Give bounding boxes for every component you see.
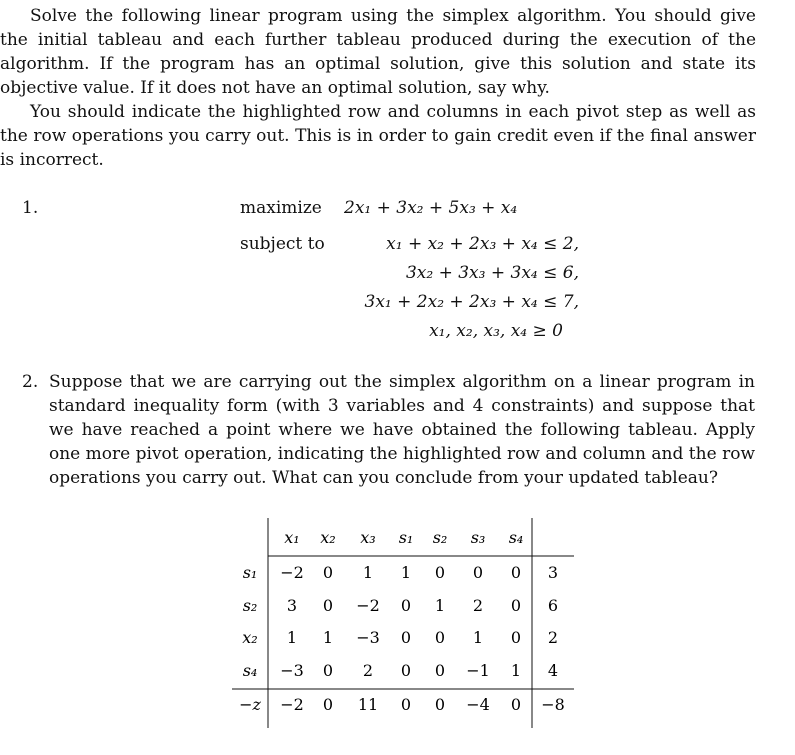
tableau-cell: 0 xyxy=(434,695,446,714)
tableau-row-basis: s₁ xyxy=(242,563,258,582)
tableau-cell: −3 xyxy=(280,661,304,680)
tableau-cell: −3 xyxy=(356,628,380,647)
tableau-row-basis: s₂ xyxy=(242,596,258,615)
tableau-cell: 0 xyxy=(322,563,334,582)
tableau-cell: −2 xyxy=(280,563,304,582)
question-1-number: 1. xyxy=(22,198,39,218)
tableau-column-header: s₄ xyxy=(508,528,524,547)
maximize-label: maximize xyxy=(240,198,322,218)
tableau-cell: 2 xyxy=(362,661,374,680)
tableau-cell: −1 xyxy=(466,661,490,680)
objective-function: 2x₁ + 3x₂ + 5x₃ + x₄ xyxy=(344,198,518,218)
tableau-cell: 0 xyxy=(434,628,446,647)
tableau-row-basis: x₂ xyxy=(242,628,258,647)
tableau-cell: 0 xyxy=(400,628,412,647)
tableau-column-header: x₁ xyxy=(284,528,300,547)
tableau-rhs-cell: −8 xyxy=(541,695,565,714)
tableau-row-basis: −z xyxy=(239,695,261,714)
tableau-cell: 0 xyxy=(322,695,334,714)
tableau-cell: 0 xyxy=(434,661,446,680)
constraint-2: 3x₂ + 3x₃ + 3x₄ ≤ 6, xyxy=(405,263,579,283)
tableau-column-header: x₂ xyxy=(320,528,336,547)
tableau-cell: −2 xyxy=(280,695,304,714)
tableau-cell: −2 xyxy=(356,596,380,615)
tableau-cell: 0 xyxy=(400,661,412,680)
tableau-cell: 3 xyxy=(286,596,298,615)
question-2-number: 2. xyxy=(22,372,39,392)
tableau-rhs-cell: 2 xyxy=(547,628,559,647)
tableau-cell: 0 xyxy=(434,563,446,582)
tableau-cell: 0 xyxy=(510,563,522,582)
tableau-cell: 0 xyxy=(400,596,412,615)
tableau-cell: 11 xyxy=(357,695,379,714)
tableau-cell: 0 xyxy=(400,695,412,714)
nonnegativity-constraint: x₁, x₂, x₃, x₄ ≥ 0 xyxy=(429,321,563,341)
question-2-text: Suppose that we are carrying out the simplex algorithm on a linear program in standard inequality form (with 3 variables and 4 constraints) and suppose that we have reached a point where we have obtained the following tableau. Apply one more pivot operation, indicating the highlighted row and column and the row operations you carry out. What can you conclude from your updated tableau? xyxy=(49,372,755,488)
tableau-cell: 1 xyxy=(472,628,484,647)
tableau-cell: 1 xyxy=(434,596,446,615)
tableau-cell: 1 xyxy=(362,563,374,582)
tableau-cell: −4 xyxy=(466,695,490,714)
subject-to-label: subject to xyxy=(240,234,325,254)
tableau-row-basis: s₄ xyxy=(242,661,258,680)
tableau-column-header: s₃ xyxy=(470,528,486,547)
tableau-cell: 1 xyxy=(286,628,298,647)
tableau-cell: 0 xyxy=(322,661,334,680)
tableau-cell: 0 xyxy=(510,628,522,647)
tableau-cell: 0 xyxy=(510,596,522,615)
constraint-3: 3x₁ + 2x₂ + 2x₃ + x₄ ≤ 7, xyxy=(364,292,579,312)
tableau-cell: 1 xyxy=(322,628,334,647)
tableau-cell: 2 xyxy=(472,596,484,615)
tableau-cell: 0 xyxy=(510,695,522,714)
tableau-column-header: s₁ xyxy=(398,528,414,547)
instructions-paragraph-2: You should indicate the highlighted row and columns in each pivot step as well as the row operations you carry out. This is in order to gain credit even if the final answer is incorrect. xyxy=(0,102,756,170)
tableau-rhs-cell: 6 xyxy=(547,596,559,615)
tableau-rhs-cell: 3 xyxy=(547,563,559,582)
tableau-column-header: s₂ xyxy=(432,528,448,547)
tableau-cell: 0 xyxy=(322,596,334,615)
tableau-cell: 0 xyxy=(472,563,484,582)
instructions-paragraph-1: Solve the following linear program using the simplex algorithm. You should give the initial tableau and each further tableau produced during the execution of the algorithm. If the program has an optimal solution, give this solution and state its objective value. If it does not have an optimal solution, say why. xyxy=(0,6,756,98)
tableau-cell: 1 xyxy=(510,661,522,680)
tableau-rhs-cell: 4 xyxy=(547,661,559,680)
tableau-cell: 1 xyxy=(400,563,412,582)
tableau-column-header: x₃ xyxy=(360,528,376,547)
constraint-1: x₁ + x₂ + 2x₃ + x₄ ≤ 2, xyxy=(386,234,579,254)
